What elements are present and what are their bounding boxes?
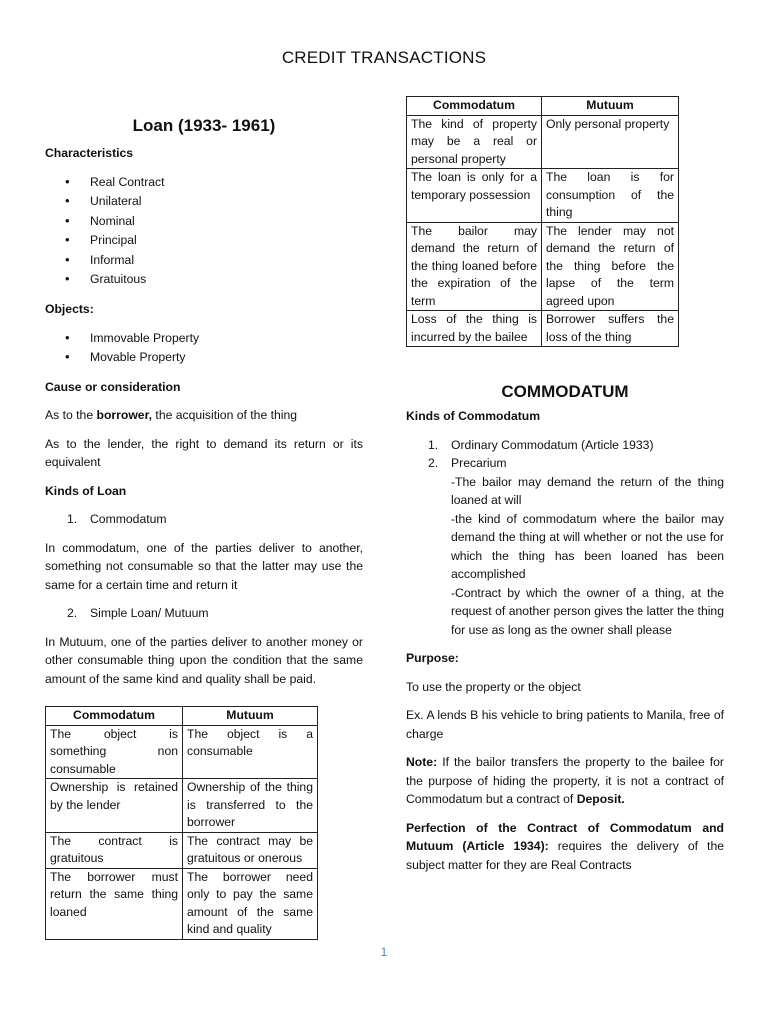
list-text: Ordinary Commodatum (Article 1933) bbox=[451, 437, 654, 452]
kinds-of-loan-label: Kinds of Loan bbox=[45, 483, 127, 498]
objects-label: Objects: bbox=[45, 302, 94, 317]
table-cell: Only personal property bbox=[542, 115, 679, 169]
list-number: 2. bbox=[67, 606, 78, 621]
page-title: CREDIT TRANSACTIONS bbox=[281, 48, 487, 67]
table-row bbox=[407, 169, 679, 223]
table-cell: Ownership of the thing is transferred to the borrower bbox=[183, 779, 318, 833]
table-cell: Loss of the thing is incurred by the bailee bbox=[407, 311, 542, 347]
kinds-of-loan-list-1 bbox=[45, 510, 363, 529]
characteristics-label: Characteristics bbox=[45, 146, 134, 160]
list-number: 1. bbox=[428, 437, 439, 452]
page-number: 1 bbox=[380, 945, 388, 959]
table-cell: The contract may be gratuitous or onerous bbox=[183, 832, 318, 868]
table-cell: The object is something non consumable bbox=[46, 725, 183, 779]
list-item: • Informal bbox=[45, 251, 363, 271]
mutuum-definition: In Mutuum, one of the parties deliver to another money or other consumable thing upon the condition that the same amount of the same kind and quality shall be paid. bbox=[45, 634, 363, 686]
list-item: • Gratuitous bbox=[45, 270, 363, 290]
left-column bbox=[45, 112, 363, 940]
loan-heading: Loan (1933- 1961) bbox=[132, 116, 276, 135]
perfection-paragraph bbox=[406, 819, 724, 875]
precarium-details bbox=[451, 473, 724, 640]
list-item: • Nominal bbox=[45, 212, 363, 232]
table-row bbox=[407, 222, 679, 311]
list-item bbox=[406, 436, 724, 455]
list-text: Commodatum bbox=[90, 512, 167, 527]
table-cell: The contract is gratuitous bbox=[46, 832, 183, 868]
commodatum-definition: In commodatum, one of the parties deliver to another, something not consumable so that the latter may use the same for a certain time and return it bbox=[45, 540, 363, 592]
table-row bbox=[407, 115, 679, 169]
table-row bbox=[46, 868, 318, 939]
comparison-table-left bbox=[45, 706, 318, 940]
table-header-row bbox=[46, 707, 318, 726]
precarium-line: -The bailor may demand the return of the thing loaned at will bbox=[451, 474, 724, 507]
table-cell: Ownership is retained by the lender bbox=[46, 779, 183, 833]
table-header-row bbox=[407, 97, 679, 116]
characteristics-list bbox=[45, 173, 363, 291]
list-item bbox=[45, 604, 363, 623]
table-cell: Borrower suffers the loss of the thing bbox=[542, 311, 679, 347]
table-row bbox=[46, 779, 318, 833]
list-item: • Immovable Property bbox=[45, 329, 363, 349]
perfection-label: Perfection of the Contract of Commodatum and Mutuum (Article 1934): bbox=[406, 820, 724, 853]
note-paragraph bbox=[406, 753, 724, 809]
list-number: 1. bbox=[67, 512, 78, 527]
precarium-line: -the kind of commodatum where the bailor may demand the thing at will whether or not the use for which the thing has been loaned has been accomplished bbox=[451, 511, 724, 581]
borrower-pre: As to the bbox=[45, 408, 97, 423]
table-row bbox=[46, 832, 318, 868]
borrower-post: the acquisition of the thing bbox=[152, 408, 298, 423]
table-cell: The lender may not demand the return of the thing before the lapse of the term agreed upon bbox=[542, 222, 679, 311]
table-cell: The borrower must return the same thing loaned bbox=[46, 868, 183, 939]
table-cell: The bailor may demand the return of the thing loaned before the expiration of the term bbox=[407, 222, 542, 311]
list-item: • Real Contract bbox=[45, 173, 363, 193]
list-number: 2. bbox=[428, 456, 439, 470]
kinds-of-commodatum-list bbox=[406, 436, 724, 640]
note-label: Note: bbox=[406, 755, 438, 769]
purpose-label: Purpose: bbox=[406, 651, 459, 665]
cause-label: Cause or consideration bbox=[45, 379, 181, 394]
table-cell: The kind of property may be a real or personal property bbox=[407, 115, 542, 169]
table-cell: The loan is only for a temporary possession bbox=[407, 169, 542, 223]
comparison-table-right bbox=[406, 96, 679, 347]
list-text: Simple Loan/ Mutuum bbox=[90, 606, 209, 621]
table-row bbox=[46, 725, 318, 779]
list-text: Precarium bbox=[451, 456, 507, 470]
perfection-text: requires the delivery of the subject matter for they are Real Contracts bbox=[406, 839, 725, 872]
table-header: Mutuum bbox=[542, 97, 679, 116]
table-cell: The loan is for consumption of the thing bbox=[542, 169, 679, 223]
list-item: • Unilateral bbox=[45, 192, 363, 212]
lender-paragraph: As to the lender, the right to demand its return or its equivalent bbox=[45, 436, 363, 470]
table-row bbox=[407, 311, 679, 347]
table-cell: The object is a consumable bbox=[183, 725, 318, 779]
table-header: Mutuum bbox=[183, 707, 318, 726]
list-item: • Movable Property bbox=[45, 348, 363, 368]
table-cell: The borrower need only to pay the same amount of the same kind and quality bbox=[183, 868, 318, 939]
example-text: Ex. A lends B his vehicle to bring patients to Manila, free of charge bbox=[406, 708, 724, 741]
precarium-line: -Contract by which the owner of a thing, at the request of another person gives the latter the thing for use as long as the owner shall please bbox=[451, 585, 724, 637]
borrower-bold: borrower, bbox=[96, 408, 153, 423]
borrower-paragraph bbox=[45, 406, 363, 425]
right-column bbox=[406, 96, 724, 874]
table-header: Commodatum bbox=[407, 97, 542, 116]
objects-list bbox=[45, 329, 363, 368]
note-deposit: Deposit. bbox=[576, 792, 625, 806]
commodatum-heading: COMMODATUM bbox=[501, 382, 629, 401]
kinds-of-commodatum-label: Kinds of Commodatum bbox=[406, 409, 541, 423]
purpose-text: To use the property or the object bbox=[406, 679, 581, 694]
list-item bbox=[406, 454, 724, 639]
note-text: If the bailor transfers the property to the bailee for the purpose of hiding the property, it is not a contract of Commodatum but a contract of bbox=[406, 755, 724, 806]
kinds-of-loan-list-2 bbox=[45, 604, 363, 623]
list-item bbox=[45, 510, 363, 529]
table-header: Commodatum bbox=[46, 707, 183, 726]
list-item: • Principal bbox=[45, 231, 363, 251]
